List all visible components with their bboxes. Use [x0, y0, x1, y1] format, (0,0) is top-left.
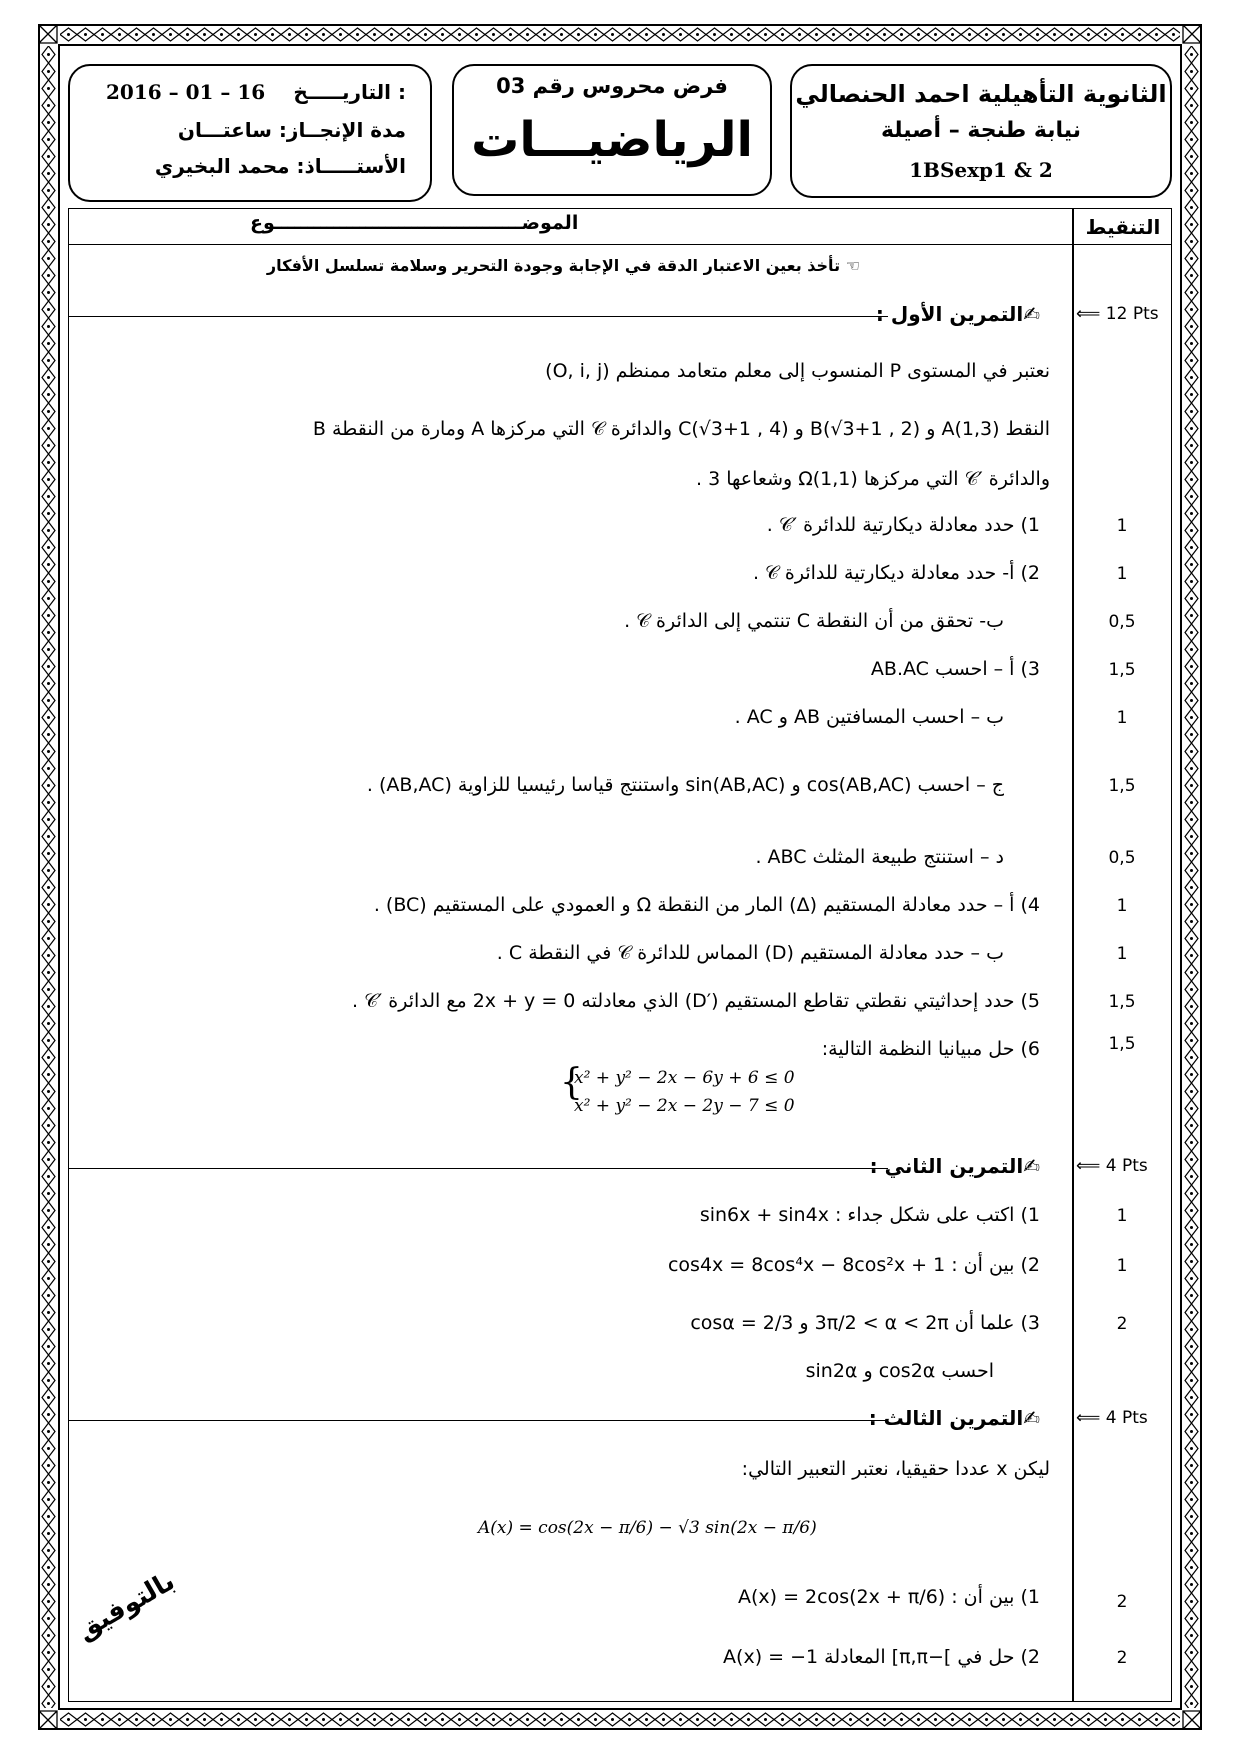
duration: مدة الإنجــاز: ساعتـــان [177, 118, 406, 142]
ex3-intro: ليكن x عددا حقيقيا، نعتبر التعبير التالي: [741, 1458, 1050, 1480]
ex1-title: ✍التمرين الأول : [875, 302, 1040, 326]
ex3-q1: 1) بين أن : A(x) = 2cos(2x + π/6) [737, 1586, 1040, 1608]
corner-ornament-icon [1181, 23, 1203, 45]
ex1-score-q3c: 1,5 [1108, 776, 1136, 796]
pencil-icon: ✍ [1023, 302, 1040, 326]
ex1-q1: 1) حدد معادلة ديكارتية للدائرة ′𝒞 . [766, 514, 1040, 536]
ex1-q3d: د – استنتج طبيعة المثلث ABC . [755, 846, 1004, 868]
exam-label: فرض محروس رقم 03 [496, 74, 728, 98]
pencil-icon: ✍ [1023, 1154, 1040, 1178]
ex1-score-q4a: 1 [1116, 896, 1128, 916]
ex1-intro-2: النقط A(1,3) و B(√3+1 , 2) و C(√3+1 , 4) والدائرة 𝒞 التي مركزها A ومارة من النقطة B [312, 418, 1050, 440]
date-value: 2016 – 01 – 16 [106, 80, 266, 104]
system-line-1: { x² + y² − 2x − 6y + 6 ≤ 0 [560, 1062, 795, 1103]
ex2-q2: 2) بين أن : cos4x = 8cos⁴x − 8cos²x + 1 [667, 1254, 1040, 1276]
ex1-q4b: ب – حدد معادلة المستقيم (D) المماس للدائرة 𝒞 في النقطة C . [496, 942, 1004, 964]
ex1-q4a: 4) أ – حدد معادلة المستقيم (Δ) المار من النقطة Ω و العمودي على المستقيم (BC) . [373, 894, 1040, 916]
ex2-q3b: احسب cos2α و sin2α [805, 1360, 994, 1382]
ex2-title: ✍التمرين الثاني : [869, 1154, 1040, 1178]
ex3-points: ⟸ 4 Pts [1076, 1408, 1148, 1428]
ex1-score-q2a: 1 [1116, 564, 1128, 584]
teacher: الأستـــــاذ: محمد البخيري [154, 154, 406, 178]
table-header-divider [68, 244, 1172, 245]
corner-ornament-icon [37, 1709, 59, 1731]
ex1-score-q3d: 0,5 [1108, 848, 1136, 868]
ex1-points: ⟸ 12 Pts [1076, 304, 1159, 324]
date-label: التاريـــــخ : [293, 80, 406, 104]
ex1-q6: 6) حل مبيانيا النظمة التالية: [821, 1038, 1040, 1060]
ex2-score-q3: 2 [1116, 1314, 1128, 1334]
ex1-intro-1: نعتبر في المستوى P المنسوب إلى معلم متعامد ممنظم (O, i, j) [545, 360, 1050, 382]
ex3-title: ✍التمرين الثالث : [868, 1406, 1040, 1430]
topic-column-header: الموضــــــــــــــــــــــــــــــــــــــوع [250, 212, 579, 234]
directorate: نيابة طنجة – أصيلة [880, 118, 1082, 143]
ex1-score-q1: 1 [1116, 516, 1128, 536]
left-ornament-band [40, 46, 57, 1708]
right-ornament-band [1183, 46, 1200, 1708]
ex1-score-q2b: 0,5 [1108, 612, 1136, 632]
arrow-left-icon: ⟸ [1076, 1408, 1106, 1428]
class-name: 1BSexp1 & 2 [909, 158, 1053, 182]
header-info-box [68, 64, 432, 202]
ex1-q3a: 3) أ – احسب AB.AC [870, 658, 1040, 680]
ex1-intro-3: والدائرة ′𝒞 التي مركزها Ω(1,1) وشعاعها 3 . [696, 468, 1050, 490]
ex2-score-q2: 1 [1116, 1256, 1128, 1276]
ex2-score-q1: 1 [1116, 1206, 1128, 1226]
subject-title: الرياضيـــات [471, 112, 753, 168]
ex3-score-q1: 2 [1116, 1592, 1128, 1612]
header-school-box [790, 64, 1172, 198]
hand-pointer-icon: ☜ [840, 256, 860, 275]
ex2-divider [68, 1168, 888, 1169]
header-title-box [452, 64, 772, 196]
ex1-q3b: ب – احسب المسافتين AB و AC . [734, 706, 1004, 728]
school-name: الثانوية التأهيلية احمد الحنصالي [795, 80, 1167, 108]
ex2-q3a: 3) علما أن 3π/2 < α < 2π و cosα = 2/3 [690, 1312, 1040, 1334]
instruction-note: ☜ تأخذ بعين الاعتبار الدقة في الإجابة وجودة التحرير وسلامة تسلسل الأفكار [266, 256, 860, 275]
pencil-icon: ✍ [1023, 1406, 1040, 1430]
score-column-header: التنقيط [1085, 215, 1161, 239]
ex1-score-q3a: 1,5 [1108, 660, 1136, 680]
ex1-q2a: 2) أ- حدد معادلة ديكارتية للدائرة 𝒞 . [752, 562, 1040, 584]
ex1-score-q5: 1,5 [1108, 992, 1136, 1012]
bottom-ornament-band [60, 1711, 1180, 1728]
ex1-score-q6: 1,5 [1108, 1034, 1136, 1054]
top-ornament-band [60, 26, 1180, 43]
brace-icon: { [560, 1062, 583, 1103]
arrow-left-icon: ⟸ [1076, 1156, 1106, 1176]
ex3-divider [68, 1420, 888, 1421]
corner-ornament-icon [1181, 1709, 1203, 1731]
ex1-score-q3b: 1 [1116, 708, 1128, 728]
ex1-score-q4b: 1 [1116, 944, 1128, 964]
ex3-score-q2: 2 [1116, 1648, 1128, 1668]
score-column-divider [1072, 208, 1074, 1702]
system-line-2: x² + y² − 2x − 2y − 7 ≤ 0 [574, 1096, 795, 1116]
ex2-points: ⟸ 4 Pts [1076, 1156, 1148, 1176]
ex1-q2b: ب- تحقق من أن النقطة C تنتمي إلى الدائرة 𝒞 . [624, 610, 1004, 632]
arrow-left-icon: ⟸ [1076, 304, 1106, 324]
ex1-divider [68, 316, 888, 317]
ex3-expression: A(x) = cos(2x − π/6) − √3 sin(2x − π/6) [478, 1518, 817, 1538]
ex2-q1: 1) اكتب على شكل جداء : sin6x + sin4x [699, 1204, 1040, 1226]
closing-wish: بالتوفيق [72, 1566, 180, 1646]
ex1-q3c: ج – احسب cos(AB,AC) و sin(AB,AC) واستنتج قياسا رئيسيا للزاوية (AB,AC) . [366, 774, 1004, 796]
corner-ornament-icon [37, 23, 59, 45]
ex1-q5: 5) حدد إحداثيتي نقطتي تقاطع المستقيم (′D) الذي معادلته 2x + y = 0 مع الدائرة ′𝒞 . [351, 990, 1040, 1012]
ex3-q2: 2) حل في ]−π,π] المعادلة A(x) = −1 [723, 1646, 1040, 1668]
